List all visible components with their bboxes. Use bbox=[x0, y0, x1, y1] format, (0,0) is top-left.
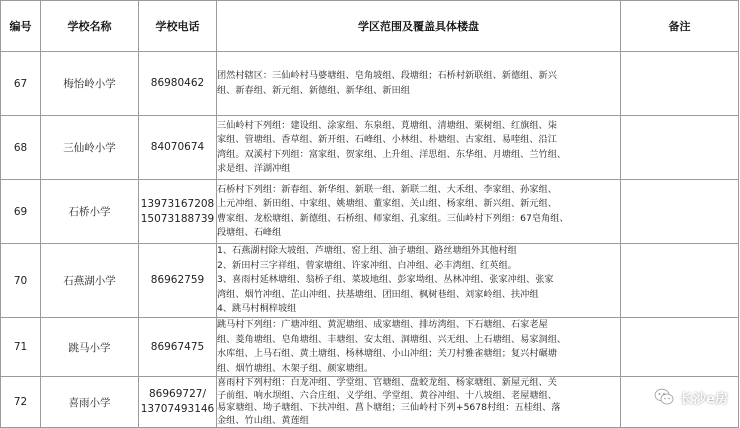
row-school-name: 石燕湖小学 bbox=[41, 244, 139, 318]
area-line: 段塘组、石峰组 bbox=[217, 227, 282, 238]
row-phone bbox=[139, 180, 217, 244]
row-note bbox=[621, 52, 739, 116]
area-line: 上元冲组、新田组、中家组、姚塘组、董家组、关山组、杨家组、新兴组、新元组、 bbox=[217, 198, 557, 209]
row-phone bbox=[139, 318, 217, 377]
phone-number: 15073188739 bbox=[140, 212, 215, 225]
area-line: 石桥村下列组：新春组、新华组、新联一组、新联二组、大禾组、李家组、孙家组、 bbox=[217, 183, 557, 195]
area-line: 跳马村下列组：广塘冲组、黄泥塘组、成家塘组、排坊湾组、下石塘组、石家老屋 bbox=[217, 319, 548, 330]
header-note: 备注 bbox=[621, 1, 739, 52]
area-line: 家组、管塘组、香草组、新开组、石峰组、小林组、朴塘组、古家组、易喹组、沿江 bbox=[217, 134, 557, 145]
phone-number: 86967475 bbox=[150, 340, 205, 353]
header-school-name: 学校名称 bbox=[41, 1, 139, 52]
phone-number: 86962759 bbox=[150, 274, 205, 286]
area-line: 易家塘组、坳子塘组、下扶冲组、菖卜塘组；三仙岭村下列+5678村组：五桂组、落 bbox=[217, 402, 561, 413]
area-line: 2、新田村三字祥组、曾家塘组、许家冲组、白冲组、必丰湾组、红英组。 bbox=[217, 259, 517, 271]
row-phone bbox=[139, 244, 217, 318]
row-district-area bbox=[217, 244, 621, 318]
row-district-area bbox=[217, 318, 621, 377]
area-line: 水库组、上马石组、黄土塘组、杨林塘组、小山冲组；关刀村雅雀塘组；复兴村碾塘 bbox=[217, 348, 557, 359]
header-school-phone: 学校电话 bbox=[139, 1, 217, 52]
row-no: 69 bbox=[1, 180, 41, 244]
watermark-text: 长沙e房 bbox=[680, 391, 728, 407]
row-no: 70 bbox=[1, 244, 41, 318]
table-header-row bbox=[1, 1, 739, 52]
area-line: 湾组。双溪村下列组：富家组、贺家组、上升组、洋思组、东华组、月塘组、兰竹组、 bbox=[217, 148, 567, 160]
phone-number: 86969727/ bbox=[149, 388, 206, 400]
table-row bbox=[1, 52, 739, 116]
table-row bbox=[1, 244, 739, 318]
row-no: 68 bbox=[1, 116, 41, 180]
area-line: 组、菱角塘组、皂角塘组、丰塘组、安太组、洞塘组、兴无组、上石塘组、易家洞组、 bbox=[217, 333, 567, 345]
area-line: 求是组、洋湖冲组 bbox=[217, 163, 291, 174]
phone-number: 84070674 bbox=[150, 141, 205, 153]
area-line: 组、烟竹塘组、木架子组、颜家塘组。 bbox=[217, 362, 374, 374]
phone-number: 13973167208 bbox=[140, 197, 215, 210]
row-phone bbox=[139, 377, 217, 428]
area-line: 喜雨村下列村组：白龙冲组、学堂组、官塘组、盘蛟龙组、杨家塘组、新屋元组、关 bbox=[217, 377, 557, 388]
row-note bbox=[621, 318, 739, 377]
row-district-area bbox=[217, 52, 621, 116]
phone-number: 13707493146 bbox=[140, 403, 215, 415]
area-line: 3、喜雨村延林塘组、翁桥子组、菜坡地组、彭家坳组、丛林冲组、张家冲组、张家 bbox=[217, 274, 554, 286]
header-district-area: 学区范围及覆盖具体楼盘 bbox=[217, 1, 621, 52]
row-note bbox=[621, 244, 739, 318]
area-line: 4、跳马村桐梓坡组 bbox=[217, 303, 297, 315]
table-row bbox=[1, 180, 739, 244]
row-district-area bbox=[217, 377, 621, 428]
wechat-icon bbox=[654, 387, 674, 407]
row-phone bbox=[139, 52, 217, 116]
row-no: 72 bbox=[1, 377, 41, 428]
row-note bbox=[621, 116, 739, 180]
area-line: 1、石燕湖村除大坡组、芦塘组、窑上组、油子塘组、路丝塘组外其他村组 bbox=[217, 245, 517, 257]
row-school-name: 跳马小学 bbox=[41, 318, 139, 377]
row-district-area bbox=[217, 180, 621, 244]
area-line: 三仙岭村下列组：建设组、涂家组、东泉组、莧塘组、清塘组、栗树组、红旗组、柒 bbox=[217, 119, 557, 131]
area-line: 曹家组、龙松塘组、新德组、石桥组、师家组、孔家组。三仙岭村下列组：67皂角组、 bbox=[217, 212, 569, 224]
area-line: 湾组、烟竹冲组、芷山冲组、扶基塘组、团田组、枫树巷组、刘家岭组、扶冲组 bbox=[217, 288, 539, 300]
area-line: 组、新春组、新元组、新德组、新华组、新田组 bbox=[217, 84, 410, 96]
area-line: 团然村辖区：三仙岭村马婆塘组、皂角坡组、段塘组；石桥村新联组、新德组、新兴 bbox=[217, 70, 557, 81]
row-phone bbox=[139, 116, 217, 180]
phone-number: 86980462 bbox=[150, 77, 205, 89]
row-district-area bbox=[217, 116, 621, 180]
table-row bbox=[1, 318, 739, 377]
area-line: 金组、竹山组、黄莲组 bbox=[217, 414, 309, 426]
area-line: 子前组、响水坝组、六合庄组、义学组、学堂组、黄谷冲组、十八坡组、老屋塘组、 bbox=[217, 389, 557, 401]
row-school-name: 喜雨小学 bbox=[41, 377, 139, 428]
table-row bbox=[1, 377, 739, 428]
row-note bbox=[621, 180, 739, 244]
header-no: 编号 bbox=[1, 1, 41, 52]
row-no: 67 bbox=[1, 52, 41, 116]
row-no: 71 bbox=[1, 318, 41, 377]
row-school-name: 三仙岭小学 bbox=[41, 116, 139, 180]
table-row bbox=[1, 116, 739, 180]
wechat-watermark bbox=[654, 386, 728, 408]
row-school-name: 梅怡岭小学 bbox=[41, 52, 139, 116]
row-school-name: 石桥小学 bbox=[41, 180, 139, 244]
